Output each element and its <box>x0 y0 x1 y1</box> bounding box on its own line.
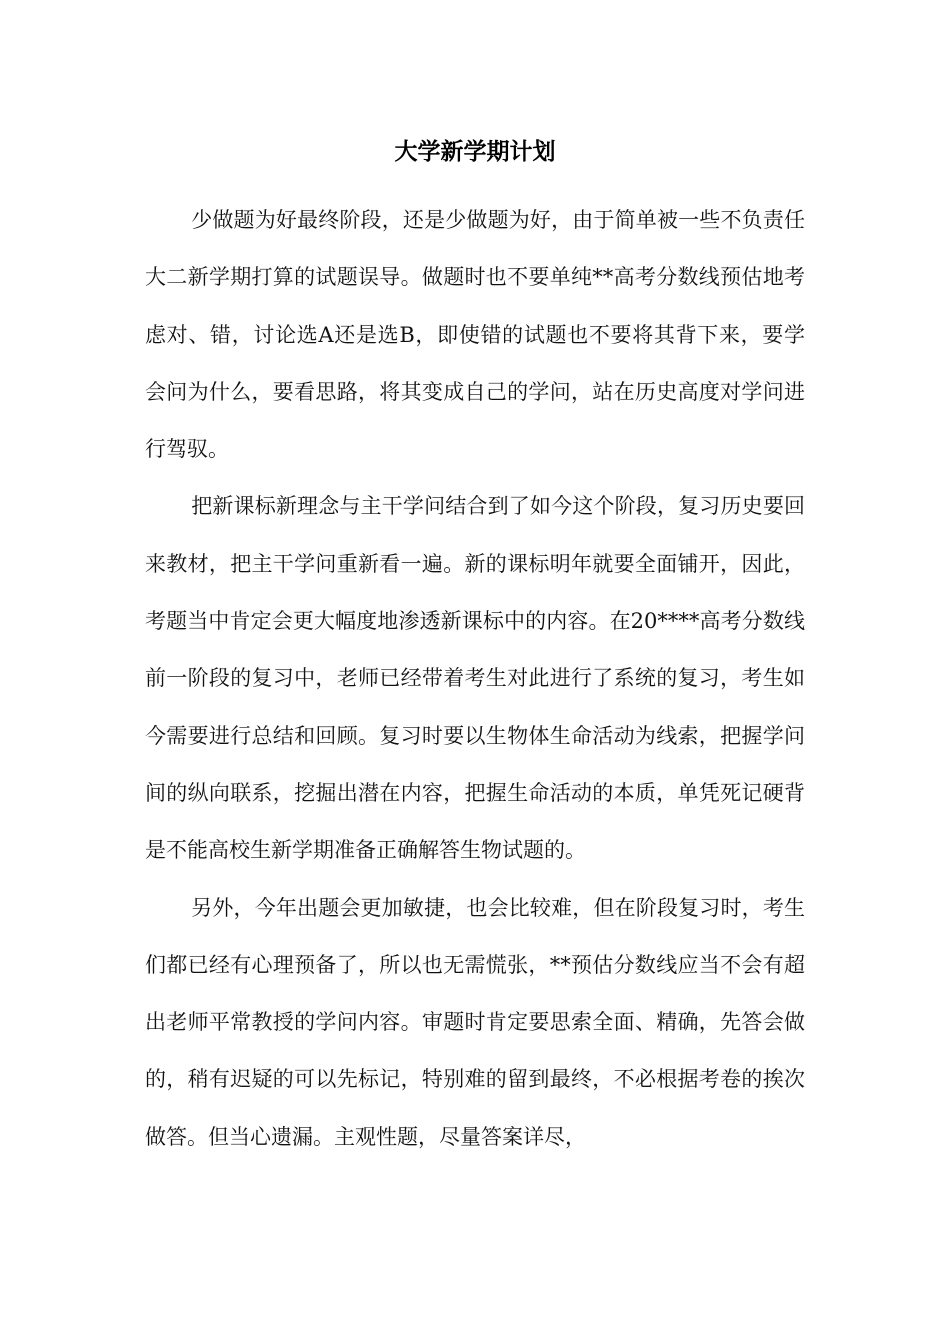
paragraph-2: 把新课标新理念与主干学问结合到了如今这个阶段，复习历史要回来教材，把主干学问重新看一遍。新的课标明年就要全面铺开，因此，考题当中肯定会更大幅度地渗透新课标中的内容。在20****高考分数线前一阶段的复习中，老师已经带着考生对此进行了系统的复习，考生如今需要进行总结和回顾。复习时要以生物体生命活动为线索，把握学问间的纵向联系，挖掘出潜在内容，把握生命活动的本质，单凭死记硬背是不能高校生新学期准备正确解答生物试题的。 <box>145 494 805 863</box>
document-body <box>145 192 805 1166</box>
paragraph-3: 另外，今年出题会更加敏捷，也会比较难，但在阶段复习时，考生们都已经有心理预备了，所以也无需慌张，**预估分数线应当不会有超出老师平常教授的学问内容。审题时肯定要思索全面、精确，先答会做的，稍有迟疑的可以先标记，特别难的留到最终，不必根据考卷的挨次做答。但当心遗漏。主观性题，尽量答案详尽， <box>145 895 805 1149</box>
document-title: 大学新学期计划 <box>394 139 556 165</box>
paragraph-1: 少做题为好最终阶段，还是少做题为好，由于简单被一些不负责任大二新学期打算的试题误导。做题时也不要单纯**高考分数线预估地考虑对、错，讨论选A还是选B，即使错的试题也不要将其背下来，要学会问为什么，要看思路，将其变成自己的学问，站在历史高度对学问进行驾驭。 <box>145 208 805 462</box>
